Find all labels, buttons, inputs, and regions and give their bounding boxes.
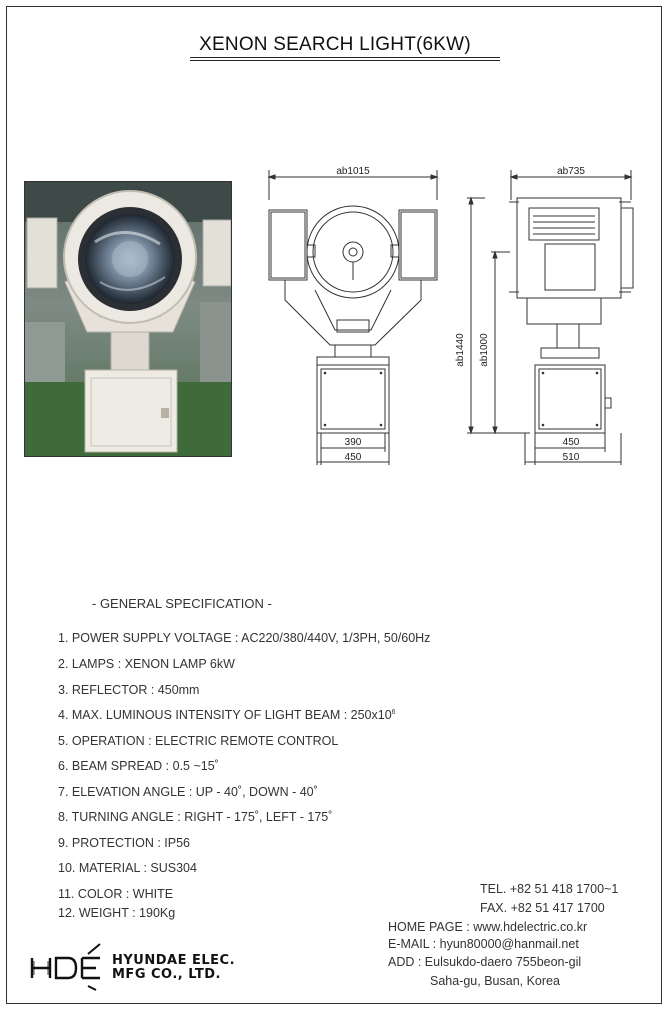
spec-exponent: 6 <box>391 708 396 716</box>
dim-front-base-inner: 390 <box>344 437 362 448</box>
contact-address-line1: ADD : Eulsukdo-daero 755beon-gil <box>388 955 582 969</box>
spec-item: 6. BEAM SPREAD : 0.5 ~15˚ <box>58 759 219 773</box>
spec-item: 9. PROTECTION : IP56 <box>58 836 190 850</box>
spec-item: 11. COLOR : WHITE <box>58 887 174 901</box>
spec-item: 2. LAMPS : XENON LAMP 6kW <box>58 657 235 671</box>
spec-item: 12. WEIGHT : 190Kg <box>58 906 176 920</box>
company-name-line1: HYUNDAE ELEC. <box>112 953 236 968</box>
document-title: XENON SEARCH LIGHT(6KW) <box>199 34 471 55</box>
dim-column-height: ab1000 <box>479 333 490 367</box>
dim-side-width: ab735 <box>557 166 585 177</box>
dim-front-base-outer: 450 <box>344 452 362 463</box>
company-name-line2: MFG CO., LTD. <box>112 967 221 982</box>
product-photo <box>24 181 232 457</box>
spec-item: 1. POWER SUPPLY VOLTAGE : AC220/380/440V, 1/3PH, 50/60Hz <box>58 631 431 645</box>
spec-heading: - GENERAL SPECIFICATION - <box>92 596 272 611</box>
spec-item <box>58 708 396 722</box>
contact-email: E-MAIL : hyun80000@hanmail.net <box>388 937 579 951</box>
spec-item: 8. TURNING ANGLE : RIGHT - 175˚, LEFT - 175˚ <box>58 810 333 824</box>
contact-homepage: HOME PAGE : www.hdelectric.co.kr <box>388 920 588 934</box>
dim-front-width: ab1015 <box>336 166 370 177</box>
company-name <box>112 954 235 982</box>
dim-total-height: ab1440 <box>455 333 466 367</box>
dim-side-base-outer: 510 <box>562 452 580 463</box>
spec-item: 3. REFLECTOR : 450mm <box>58 683 200 697</box>
contact-fax: FAX. +82 51 417 1700 <box>480 901 605 915</box>
spec-item-text: 4. MAX. LUMINOUS INTENSITY OF LIGHT BEAM : 250x10 <box>58 708 392 722</box>
company-logo <box>30 942 110 992</box>
spec-item: 7. ELEVATION ANGLE : UP - 40˚, DOWN - 40˚ <box>58 785 318 799</box>
technical-drawing <box>255 160 645 480</box>
contact-address-line2: Saha-gu, Busan, Korea <box>430 974 560 988</box>
title-underline <box>190 57 500 58</box>
dim-side-base-inner: 450 <box>562 437 580 448</box>
title-underline-2 <box>190 60 500 61</box>
page-border <box>6 6 662 1004</box>
spec-item: 10. MATERIAL : SUS304 <box>58 861 197 875</box>
contact-tel: TEL. +82 51 418 1700~1 <box>480 882 619 896</box>
spec-item: 5. OPERATION : ELECTRIC REMOTE CONTROL <box>58 734 339 748</box>
